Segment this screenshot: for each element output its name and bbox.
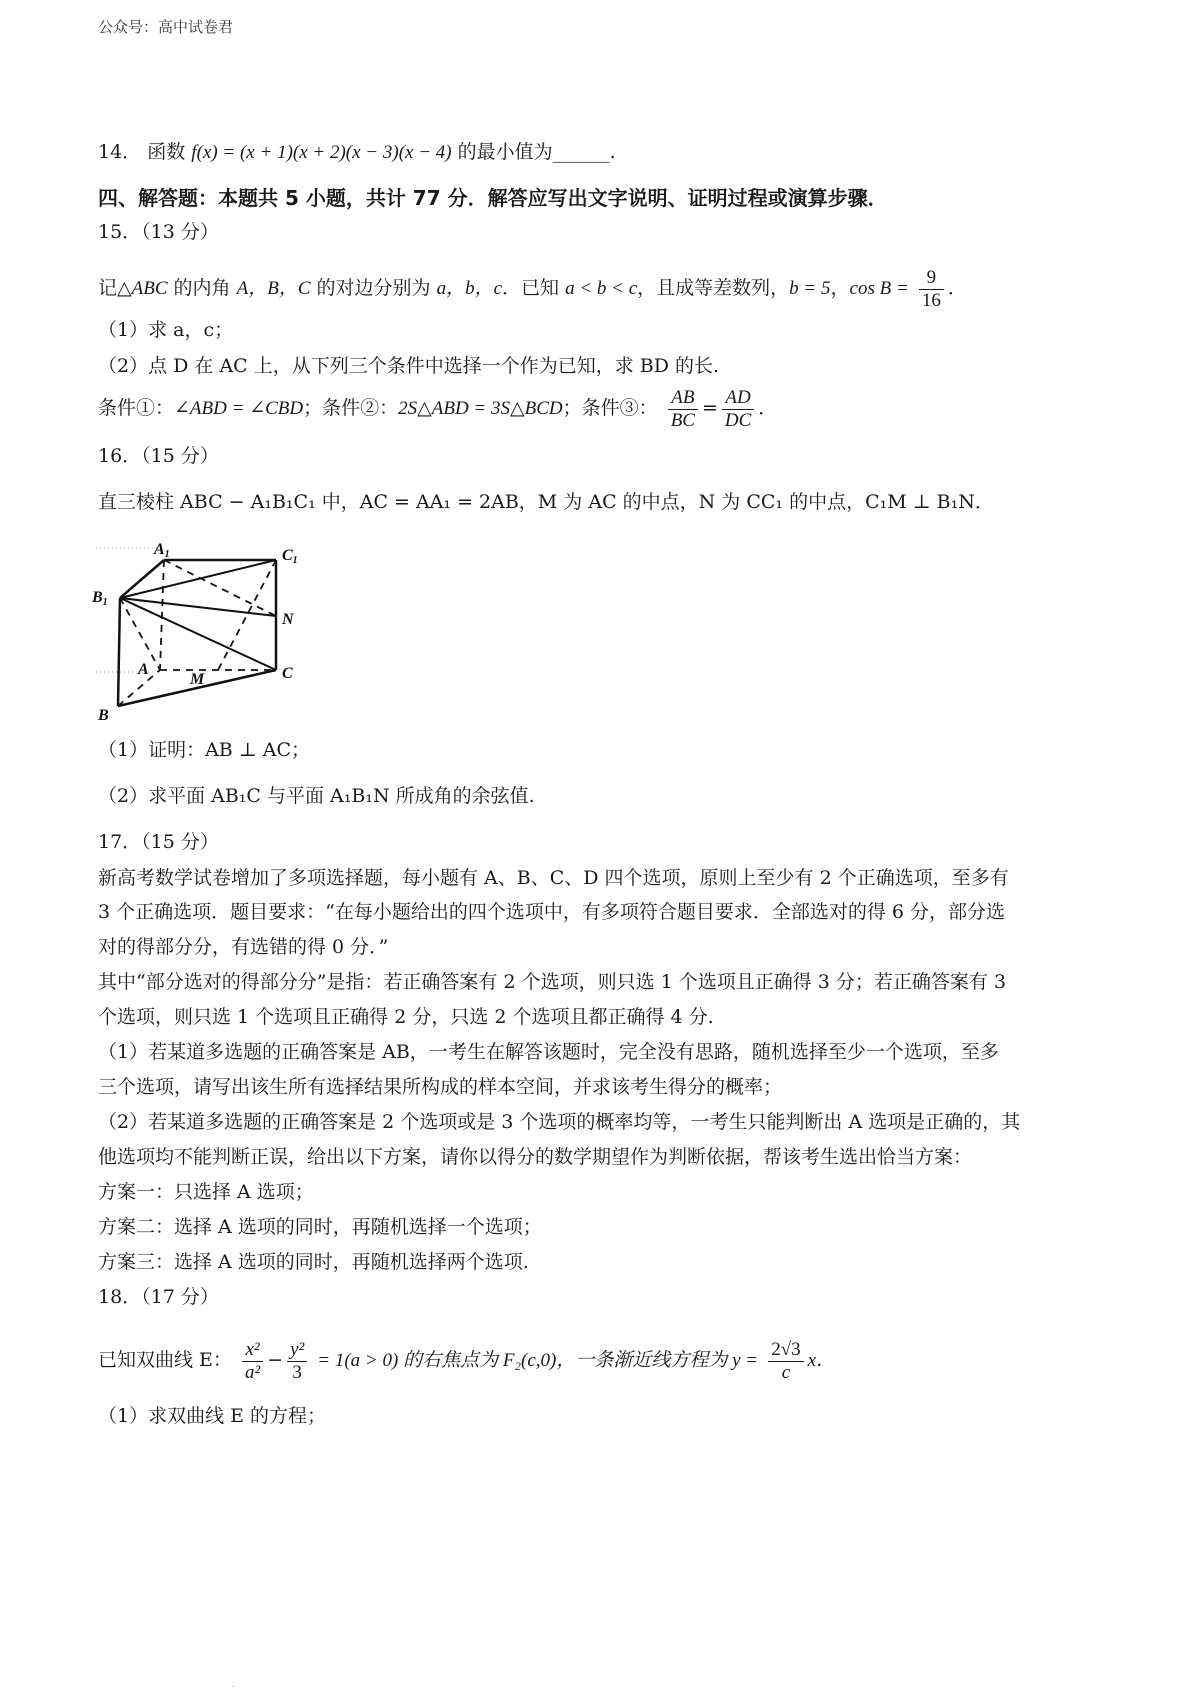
q15-part1: （1）求 a，c； (98, 319, 234, 341)
q18-stem-a: 已知双曲线 E： (98, 1349, 232, 1371)
source-header: 公众号：高中试卷君 (98, 18, 234, 36)
q17-plan1: 方案一：只选择 A 选项； (98, 1181, 314, 1203)
cond2-label: ；条件②： (303, 397, 399, 419)
section-4-title: 四、解答题：本题共 5 小题，共计 77 分．解答应写出文字说明、证明过程或演算步骤． (98, 186, 888, 210)
q15-stem-h: a < b < c (565, 278, 638, 299)
cond3-num1: AB (668, 387, 698, 410)
x2: x² (242, 1339, 263, 1362)
footer-mark: . (232, 1680, 235, 1689)
q15-stem-k: ， (830, 277, 850, 299)
q17-p7: 三个选项，请写出该生所有选择结果所构成的样本空间，并求该考生得分的概率； (98, 1076, 783, 1098)
cond3-num2: AD (722, 387, 754, 410)
q17-p9: 他选项均不能判断正误，给出以下方案，请你以得分的数学期望作为判断依据，帮该考生选出恰当方案： (98, 1146, 973, 1168)
cosB-denominator: 16 (921, 289, 941, 311)
q15-conditions: 条件①：∠ABD = ∠CBD；条件②：2S△ABD = 3S△BCD；条件③： $\frac{AB}{BC}$ = $\frac{AD}{DC}$ ． (98, 386, 778, 431)
minus-sign: − (267, 1349, 284, 1371)
q15-stem-g: ．已知 (502, 277, 566, 299)
q15-header: 15．（13 分） (98, 221, 219, 243)
q17-p1: 新高考数学试卷增加了多项选择题，每小题有 A、B、C、D 四个选项，原则上至少有 2 个正确选项，至多有 (98, 867, 1009, 889)
cosB-fraction (919, 267, 944, 312)
asym-denominator: c (781, 1361, 791, 1383)
q17-plan2: 方案二：选择 A 选项的同时，再随机选择一个选项； (98, 1216, 542, 1238)
cond3-label: ；条件③： (562, 397, 658, 419)
q16-part1: （1）证明：AB ⊥ AC； (98, 739, 310, 761)
cond3-fraction-2 (722, 387, 754, 432)
q18-stem-b: = 1(a > 0) 的右焦点为 F₂(c,0)，一条渐近线方程为 y = (317, 1350, 759, 1371)
q15-part2: （2）点 D 在 AC 上，从下列三个条件中选择一个作为已知，求 BD 的长. (98, 355, 720, 377)
y2: y² (287, 1339, 307, 1362)
cond3-den2: DC (724, 409, 752, 431)
q15-stem-d: A，B，C (236, 278, 311, 299)
label-C1: C1 (282, 547, 298, 566)
three: 3 (292, 1361, 302, 1383)
label-N: N (282, 611, 294, 628)
q17-p5: 个选项，则只选 1 个选项且正确得 2 分，只选 2 个选项且都正确得 4 分. (98, 1006, 714, 1028)
q17-p6: （1）若某道多选题的正确答案是 AB，一考生在解答该题时，完全没有思路，随机选择至少一个选项，至多 (98, 1041, 999, 1063)
q14-suffix: 的最小值为______. (457, 141, 616, 163)
q17-plan3: 方案三：选择 A 选项的同时，再随机选择两个选项. (98, 1251, 529, 1273)
q18-part1: （1）求双曲线 E 的方程； (98, 1405, 327, 1427)
question-14 (98, 140, 616, 165)
q16-stem: 直三棱柱 ABC − A₁B₁C₁ 中，AC = AA₁ = 2AB，M 为 AC 的中点，N 为 CC₁ 的中点，C₁M ⊥ B₁N． (98, 491, 994, 513)
label-A1: A1 (154, 541, 170, 560)
x2-over-a2 (242, 1339, 263, 1384)
asym-numerator: 2√3 (768, 1339, 803, 1362)
q18-stem-c: x． (807, 1350, 836, 1371)
q17-p8: （2）若某道多选题的正确答案是 2 个选项或是 3 个选项的概率均等，一考生只能判断出 A 选项是正确的，其 (98, 1111, 1021, 1133)
q18-stem (98, 1330, 835, 1390)
cond1-label: 条件①： (98, 397, 175, 419)
q16-part2: （2）求平面 AB₁C 与平面 A₁B₁N 所成角的余弦值. (98, 785, 535, 807)
q15-stem (98, 258, 967, 318)
q15-stem-e: 的对边分别为 (310, 277, 437, 299)
q15-stem-end: ． (947, 277, 967, 299)
cond3-fraction-1 (668, 387, 698, 432)
q16-header: 16．（15 分） (98, 445, 219, 467)
a2: a² (244, 1361, 261, 1383)
q15-stem-b: ABC (131, 278, 168, 299)
q18-header: 18．（17 分） (98, 1286, 219, 1308)
q15-stem-i: ，且成等差数列， (637, 277, 790, 299)
q17-p4: 其中“部分选对的得部分分”是指：若正确答案有 2 个选项，则只选 1 个选项且正确得 3 分；若正确答案有 3 (98, 971, 1007, 993)
y2-over-3 (287, 1339, 307, 1384)
q14-prefix: 函数 (147, 141, 186, 163)
q17-header: 17．（15 分） (98, 831, 219, 853)
q14-expression: f(x) = (x + 1)(x + 2)(x − 3)(x − 4) (191, 142, 452, 163)
cosB-numerator: 9 (919, 267, 944, 290)
q15-stem-l: cos B = (849, 278, 909, 299)
cond-end: ． (758, 397, 778, 419)
label-B: B (98, 707, 109, 724)
q15-stem-j: b = 5 (789, 278, 831, 299)
cond2: 2S△ABD = 3S△BCD (398, 398, 563, 419)
q15-stem-f: a，b，c (436, 278, 503, 299)
label-C: C (282, 665, 293, 682)
q14-number: 14． (98, 141, 142, 163)
label-M: M (190, 671, 205, 688)
q17-p2: 3 个正确选项．题目要求：“在每小题给出的四个选项中，有多项符合题目要求．全部选对的得 6 分，部分选 (98, 901, 1006, 923)
label-B1: B1 (92, 589, 108, 608)
asymptote-fraction (768, 1339, 803, 1384)
q15-stem-c: 的内角 (167, 277, 237, 299)
q17-p3: 对的得部分分，有选错的得 0 分．” (98, 936, 389, 958)
cond3-den1: BC (670, 409, 695, 431)
label-A: A (138, 661, 149, 678)
cond1: ∠ABD = ∠CBD (174, 398, 304, 419)
q15-stem-a: 记△ (98, 277, 132, 299)
